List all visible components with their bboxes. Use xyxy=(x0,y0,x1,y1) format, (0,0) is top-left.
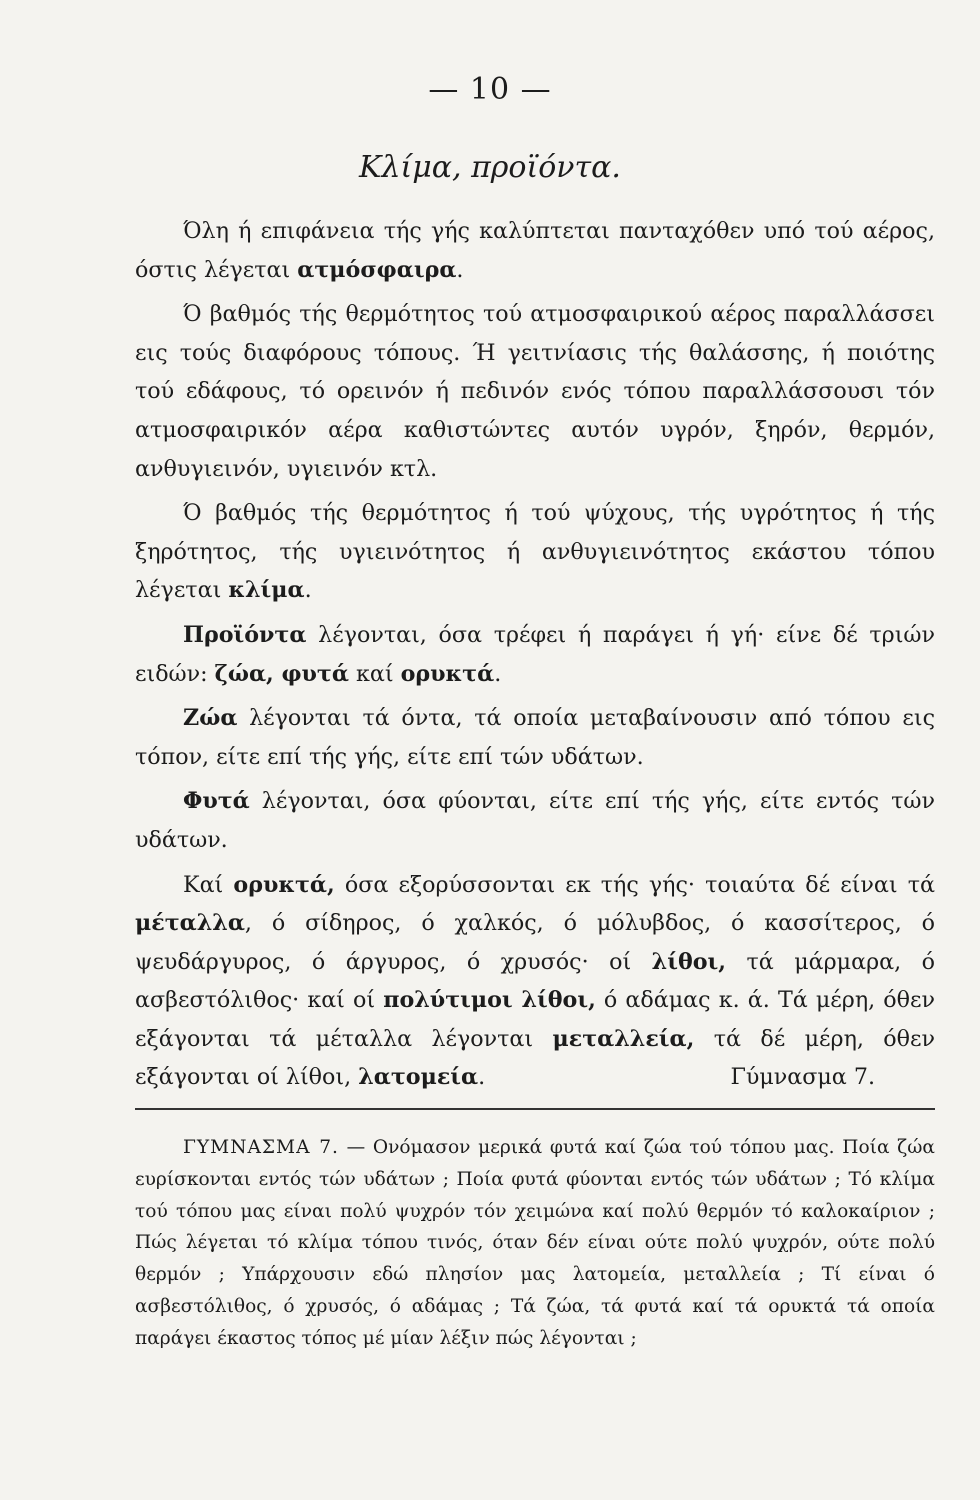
exercise-reference: Γύμνασμα 7. xyxy=(730,1064,875,1091)
paragraph-text: καί xyxy=(348,660,401,687)
paragraph-text: . xyxy=(456,256,464,283)
paragraph-products xyxy=(135,616,935,693)
exercise-block xyxy=(135,1132,935,1355)
paragraph-text: τά δέ μέρη, όθεν εξάγονται οί λίθοι, xyxy=(135,1025,935,1091)
paragraph-text: Ό βαθμός τής θερμότητος τού ατμοσφαιρικού αέρος παραλλάσσει εις τούς διαφόρους τόπους. Ή γειτνίασις τής θαλάσσης, ή ποιότης τού εδάφους, τό ορεινόν ή πεδινόν ενός τόπου παραλλάσσουσι τόν ατμοσφαιρικόν αέρα καθιστώντες αυτόν υγρόν, ξηρόν, θερμόν, ανθυγιεινόν, υγιεινόν κτλ. xyxy=(135,301,935,482)
paragraph-text: Όλη ή επιφάνεια τής γής καλύπτεται πανταχόθεν υπό τού αέρος, όστις λέγεται xyxy=(135,218,935,283)
paragraph-text: τά μάρμαρα, ό ασβεστόλιθος· καί οί xyxy=(135,948,935,1014)
term-atmosphere: ατμόσφαιρα xyxy=(297,256,457,283)
term-plants: Φυτά xyxy=(183,788,250,815)
paragraph-plants xyxy=(135,782,935,859)
term-stones: λίθοι, xyxy=(651,948,727,975)
exercise-label: ΓΥΜΝΑΣΜΑ 7. xyxy=(183,1137,339,1158)
paragraph-text: Καί xyxy=(183,871,234,898)
paragraph-minerals xyxy=(135,866,935,1098)
term-climate: κλίμα xyxy=(228,577,305,604)
exercise-text: — Ονόμασον μερικά φυτά καί ζώα τού τόπου μας. Ποία ζώα ευρίσκονται εντός τών υδάτων ; Ποία φυτά φύονται εντός τών υδάτων ; Τό κλίμα τού τόπου μας είναι πολύ ψυχρόν τόν χειμώνα καί πολύ θερμόν τό καλοκαίριον ; Πώς λέγεται τό κλίμα τόπου τινός, όταν δέν είναι ούτε πολύ ψυχρόν, ούτε πολύ θερμόν ; Υπάρχουσιν εδώ πλησίον μας λατομεία, μεταλλεία ; Τί είναι ό ασβεστόλιθος, ό χρυσός, ό αδάμας ; Τά ζώα, τά φυτά καί τά ορυκτά τά οποία παράγει έκαστος τόπος μέ μίαν λέξιν πώς λέγονται ; xyxy=(135,1137,935,1349)
term-precious-stones: πολύτιμοι λίθοι, xyxy=(383,987,596,1014)
paragraph-text: , ό σίδηρος, ό χαλκός, ό μόλυβδος, ό κασσίτερος, ό ψευδάργυρος, ό άργυρος, ό χρυσός· οί xyxy=(135,910,935,975)
paragraph-text: Ό βαθμός τής θερμότητος ή τού ψύχους, τής υγρότητος ή τής ξηρότητος, τής υγιεινότητος ή ανθυγιεινότητος εκάστου τόπου λέγεται xyxy=(135,500,935,604)
paragraph-climate xyxy=(135,494,935,610)
paragraph-animals xyxy=(135,699,935,776)
paragraph-text: . xyxy=(304,577,312,604)
term-animals-plants: ζώα, φυτά xyxy=(214,660,349,687)
page-number: — 10 — xyxy=(428,72,552,107)
section-title: Κλίμα, προϊόντα. xyxy=(359,150,621,185)
paragraph-atmosphere xyxy=(135,212,935,289)
term-products: Προϊόντα xyxy=(183,621,307,648)
term-animals: Ζώα xyxy=(183,705,238,732)
term-mines: μεταλλεία, xyxy=(552,1025,695,1052)
paragraph-temperature xyxy=(135,295,935,488)
paragraph-text: . xyxy=(478,1064,486,1091)
term-quarries: λατομεία xyxy=(358,1064,479,1091)
paragraph-text: λέγονται, όσα τρέφει ή παράγει ή γή· είνε δέ τριών ειδών: xyxy=(135,621,935,687)
paragraph-text: . xyxy=(494,660,502,687)
paragraph-text: ό αδάμας κ. ά. Τά μέρη, όθεν εξάγονται τά μέταλλα λέγονται xyxy=(135,987,935,1052)
paragraph-text: λέγονται, όσα φύονται, είτε επί τής γής, είτε εντός τών υδάτων. xyxy=(135,788,935,853)
term-minerals: ορυκτά, xyxy=(233,871,335,898)
body-text xyxy=(135,212,935,1103)
paragraph-text: λέγονται τά όντα, τά οποία μεταβαίνουσιν από τόπου εις τόπον, είτε επί τής γής, είτε επί τών υδάτων. xyxy=(135,705,935,770)
term-minerals: ορυκτά xyxy=(400,660,495,687)
term-metals: μέταλλα xyxy=(135,910,245,937)
divider-rule xyxy=(135,1108,935,1110)
paragraph-text: όσα εξορύσσονται εκ τής γής· τοιαύτα δέ είναι τά xyxy=(334,871,935,898)
